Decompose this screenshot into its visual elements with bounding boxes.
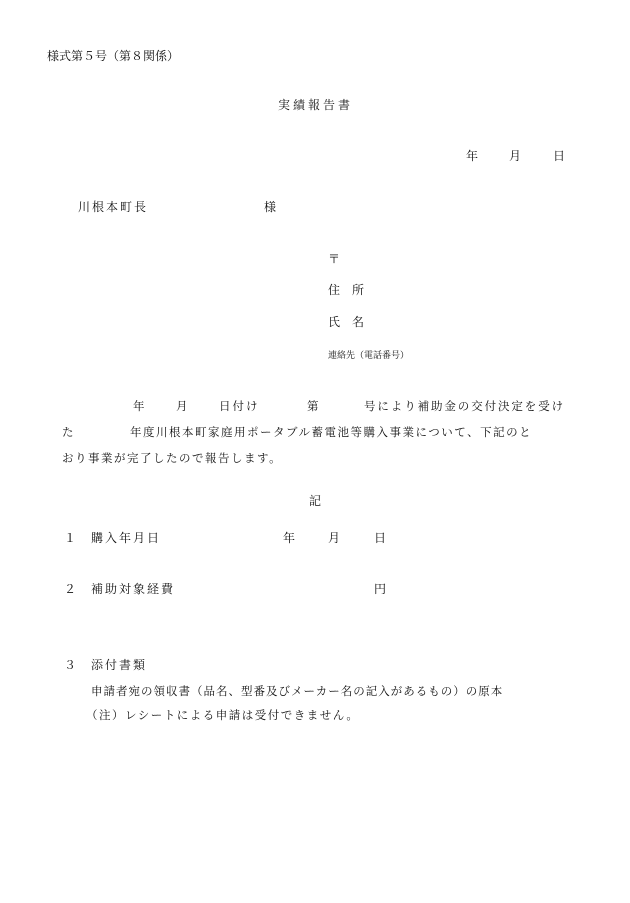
addressee-honorific: 様 xyxy=(264,200,277,214)
item-3-number: ３ xyxy=(64,658,77,672)
date-month-label: 月 xyxy=(509,149,522,163)
item-2-number: ２ xyxy=(64,582,77,596)
body-year: 年 xyxy=(133,399,145,413)
item-3-note: （注）レシートによる申請は受付できません。 xyxy=(86,708,360,722)
document-title: 実績報告書 xyxy=(278,98,354,112)
body-line2-rest: 年度川根本町家庭用ポータブル蓄電池等購入事業について、下記のと xyxy=(130,425,533,439)
body-month: 月 xyxy=(176,399,188,413)
item-3-detail: 申請者宛の領収書（品名、型番及びメーカー名の記入があるもの）の原本 xyxy=(91,684,504,698)
address-label: 住 所 xyxy=(328,283,365,297)
ki-heading: 記 xyxy=(309,494,322,508)
body-line1-rest: 号により補助金の交付決定を受け xyxy=(364,399,565,413)
date-day-label: 日 xyxy=(553,149,566,163)
contact-label: 連絡先（電話番号） xyxy=(328,351,410,361)
body-dai: 第 xyxy=(307,399,319,413)
postal-mark: 〒 xyxy=(328,252,341,266)
body-line3: おり事業が完了したので報告します。 xyxy=(62,451,283,465)
item-1-month: 月 xyxy=(328,531,341,545)
item-3-label: 添付書類 xyxy=(91,658,148,672)
body-ta: た xyxy=(62,425,74,439)
item-2-unit: 円 xyxy=(374,582,387,596)
item-1-label: 購入年月日 xyxy=(91,531,162,545)
item-1-day: 日 xyxy=(374,531,387,545)
addressee-name: 川根本町長 xyxy=(78,200,149,214)
item-2-label: 補助対象経費 xyxy=(91,582,176,596)
form-number: 様式第５号（第８関係） xyxy=(47,49,180,63)
name-label: 氏 名 xyxy=(328,315,365,329)
item-1-year: 年 xyxy=(283,531,296,545)
item-1-number: １ xyxy=(64,531,77,545)
date-year-label: 年 xyxy=(466,149,479,163)
body-day-dated: 日付け xyxy=(219,399,260,413)
